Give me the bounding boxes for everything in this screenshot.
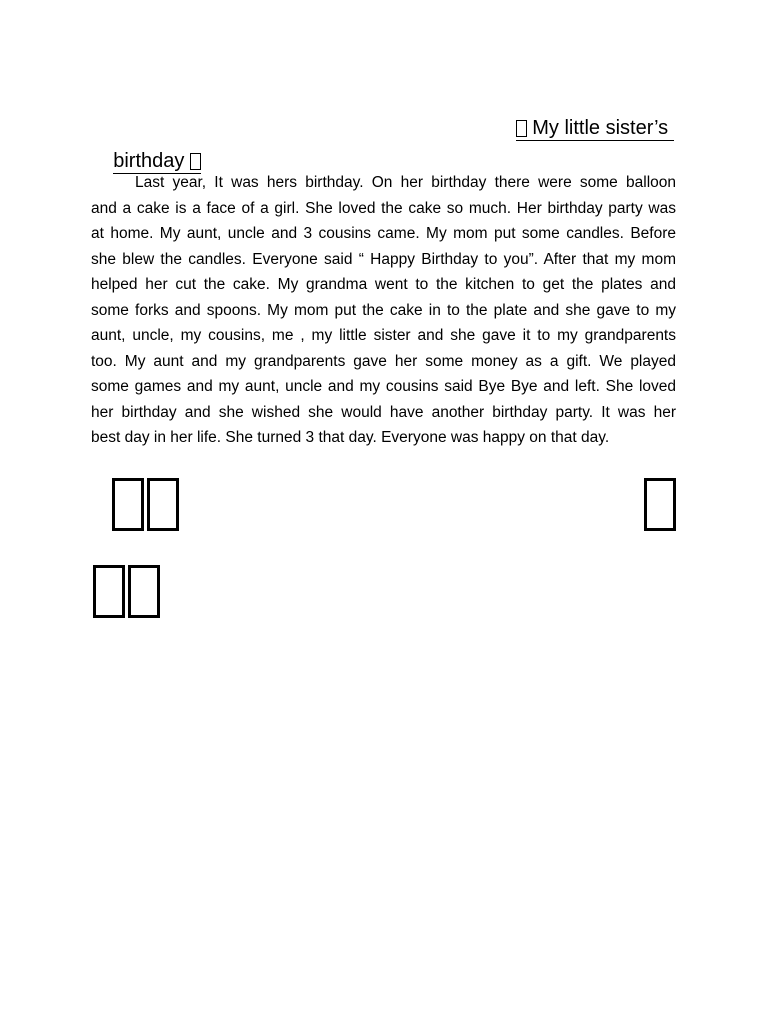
missing-glyph-icon [112,478,144,531]
title-text-1: My little sister’s [532,117,674,139]
title-underline-1 [516,117,674,141]
paragraph-line: at home. My aunt, uncle and 3 cousins came. My mom put some candles. Before [91,225,676,242]
paragraph-line: too. My aunt and my grandparents gave her some money as a gift. We played [91,352,676,370]
paragraph-line: helped her cut the cake. My grandma went to the kitchen to get the plates and [91,276,676,293]
missing-glyph-icon [644,478,676,531]
missing-glyph-icon [128,565,160,618]
paragraph-line: and a cake is a face of a girl. She loved the cake so much. Her birthday party was [91,199,676,217]
paragraph-line: she blew the candles. Everyone said “ Happy Birthday to you”. After that my mom [91,250,676,268]
paragraph-line: her birthday and she wished she would have another birthday party. It was her [91,403,676,421]
body-paragraph [91,170,676,451]
paragraph-line: best day in her life. She turned 3 that day. Everyone was happy on that day. [91,429,610,446]
paragraph-line: some games and my aunt, uncle and my cousins said Bye Bye and left. She loved [91,378,676,395]
missing-glyph-icon [190,153,201,170]
missing-glyph-icon [147,478,179,531]
title-text-2: birthday [113,150,185,172]
missing-glyph-icon [93,565,125,618]
paragraph-line: some forks and spoons. My mom put the cake in to the plate and she gave to my [91,301,676,319]
title-line-1 [494,95,674,163]
paragraph-line: aunt, uncle, my cousins, me , my little sister and she gave it to my grandparents [91,327,676,344]
paragraph-line: Last year, It was hers birthday. On her birthday there were some balloon [135,174,676,191]
missing-glyph-icon [516,120,527,137]
